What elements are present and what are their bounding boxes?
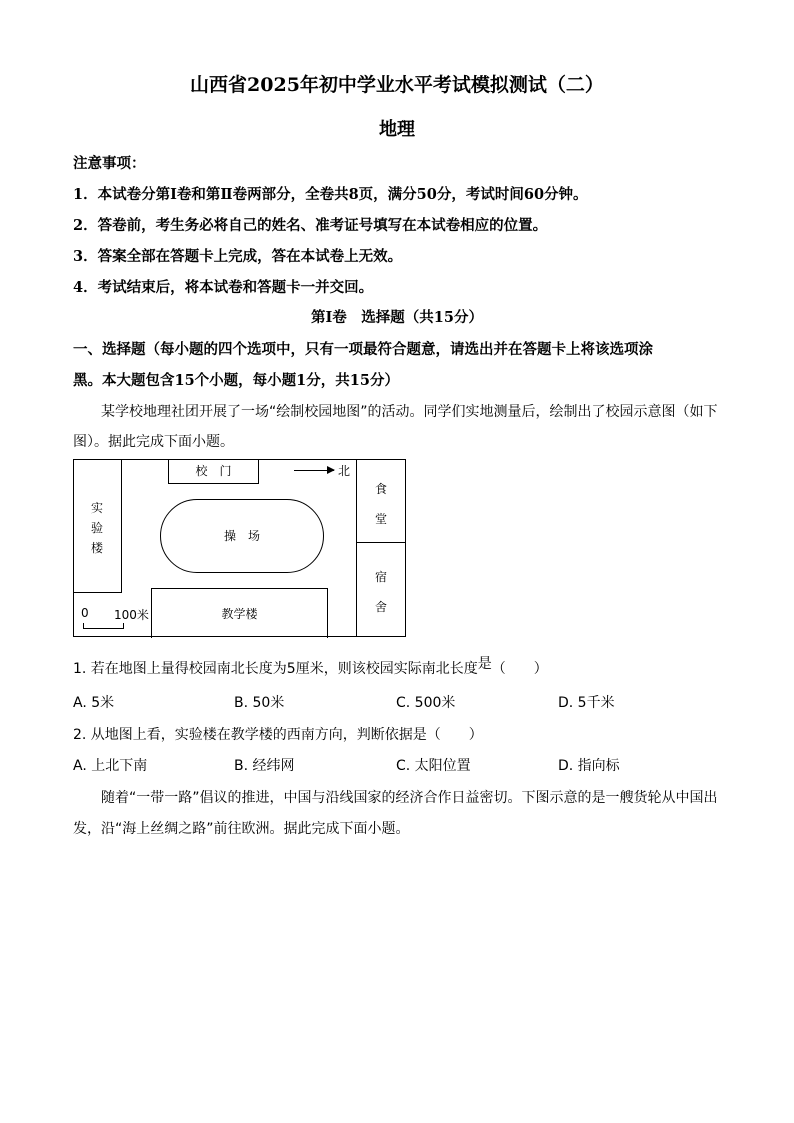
subject-title: 地理 — [379, 119, 415, 140]
canteen — [356, 460, 406, 543]
passage1-line1: 某学校地理社团开展了一场“绘制校园地图”的活动。同学们实地测量后，绘制出了校园示意图（如下 — [101, 404, 718, 420]
section-instructions-line2: 黑。本大题包含15个小题，每小题1分，共15分） — [73, 372, 399, 389]
lab-label: 实验楼 — [91, 501, 104, 555]
notice-item: 2．答卷前，考生务必将自己的姓名、准考证号填写在本试卷相应的位置。 — [73, 217, 548, 234]
canteen-label: 食堂 — [375, 482, 388, 526]
passage1-line2: 图）。据此完成下面小题。 — [73, 434, 234, 450]
exam-title: 山西省2025年初中学业水平考试模拟测试（二） — [190, 74, 604, 96]
part1-heading: 第Ⅰ卷 选择题（共15分） — [311, 309, 483, 326]
q2-option-c[interactable]: C. 太阳位置 — [396, 758, 471, 774]
arrow-head-icon — [327, 466, 335, 474]
teaching-label: 教学楼 — [221, 607, 258, 621]
q1-option-a[interactable]: A. 5米 — [73, 695, 115, 711]
scale-zero: 0 — [81, 606, 89, 620]
q1-option-d[interactable]: D. 5千米 — [558, 695, 615, 711]
q2-option-b[interactable]: B. 经纬网 — [234, 758, 295, 774]
section-instructions-line1: 一、选择题（每小题的四个选项中，只有一项最符合题意，请选出并在答题卡上将该选项涂 — [73, 341, 653, 358]
teaching-building — [151, 588, 328, 638]
notice-heading: 注意事项： — [73, 155, 146, 172]
q2-option-d[interactable]: D. 指向标 — [558, 758, 620, 774]
question-2-stem: 2. 从地图上看，实验楼在教学楼的西南方向，判断依据是（ ） — [73, 727, 483, 743]
passage2-line1: 随着“一带一路”倡议的推进，中国与沿线国家的经济合作日益密切。下图示意的是一艘货轮从中国出 — [101, 790, 718, 806]
passage2-line2: 发，沿“海上丝绸之路”前往欧洲。据此完成下面小题。 — [73, 821, 410, 837]
dorm-label: 宿舍 — [375, 570, 388, 614]
q1-option-c[interactable]: C. 500米 — [396, 695, 456, 711]
q2-option-a[interactable]: A. 上北下南 — [73, 758, 148, 774]
notice-item: 1．本试卷分第Ⅰ卷和第Ⅱ卷两部分，全卷共8页，满分50分，考试时间60分钟。 — [73, 186, 588, 203]
north-label: 北 — [338, 464, 351, 478]
playground — [160, 499, 324, 573]
notice-item: 4．考试结束后，将本试卷和答题卡一并交回。 — [73, 279, 374, 296]
question-1-stem: 1. 若在地图上量得校园南北长度为5厘米，则该校园实际南北长度是（ ） — [73, 656, 548, 677]
school-gate: 校 门 — [168, 460, 259, 484]
dormitory — [356, 542, 406, 637]
lab-building — [74, 460, 122, 593]
scale-label: 100米 — [114, 608, 149, 622]
playground-label: 操 场 — [223, 529, 260, 543]
notice-item: 3．答案全部在答题卡上完成，答在本试卷上无效。 — [73, 248, 403, 265]
q1-option-b[interactable]: B. 50米 — [234, 695, 285, 711]
scale-bar — [83, 623, 124, 629]
campus-map — [73, 459, 406, 637]
